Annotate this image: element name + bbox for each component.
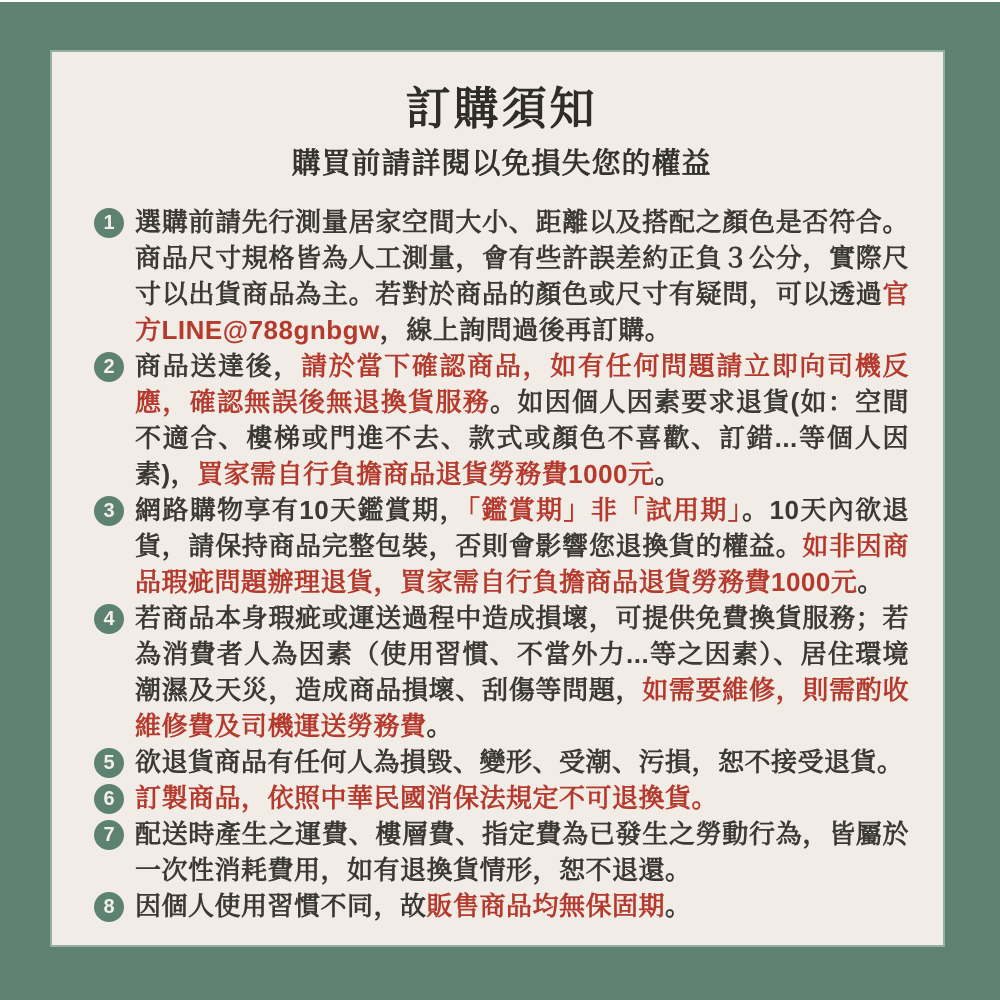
notice-segment: 網路購物享有10天鑑賞期，: [135, 495, 467, 525]
notice-segment: 商品送達後，: [135, 351, 302, 381]
notice-segment: 因個人使用習慣不同，故: [135, 891, 427, 921]
item-number-badge: 3: [94, 496, 124, 526]
item-number-badge: 5: [94, 748, 124, 778]
notice-segment: ，線上詢問過後再訂購。: [379, 315, 672, 345]
notice-text: [135, 204, 909, 348]
notice-segment: 選購前請先行測量居家空間大小、距離以及搭配之顏色是否符合。商品尺寸規格皆為人工測量，會有些許誤差約正負３公分，實際尺寸以出貨商品為主。若對於商品的顏色或尺寸有疑問，可以透過: [135, 207, 909, 309]
notice-segment-accent: 「鑑賞期」非「試用期」: [466, 495, 743, 525]
notice-text: [135, 780, 909, 816]
item-number-badge: 2: [94, 352, 124, 382]
notice-text: [135, 816, 909, 888]
list-item: [94, 744, 909, 780]
list-item: [94, 600, 909, 744]
list-item: [94, 816, 909, 888]
notice-panel: [52, 52, 943, 945]
notice-segment-accent: 訂製商品，依照中華民國消保法規定不可退換貨。: [135, 783, 719, 813]
notice-segment-accent: 如需要維修，則需酌收維修費及司機運送勞務費: [135, 675, 909, 741]
notice-segment-accent: 販售商品均無保固期: [426, 891, 666, 921]
list-item: [94, 492, 909, 600]
top-edge-strip: [0, 0, 1000, 2]
notice-segment: 。如因個人因素要求退貨(如：空間不適合、樓梯或門進不去、款式或顏色不喜歡、訂錯...等個人因素)，: [135, 387, 909, 489]
page-title: 訂購須知: [405, 83, 598, 134]
notice-segment: 配送時產生之運費、樓層費、指定費為已發生之勞動行為，皆屬於一次性消耗費用，如有退換貨情形，恕不退還。: [135, 819, 909, 885]
list-item: [94, 348, 909, 492]
notice-text: [135, 888, 909, 924]
notice-text: [135, 600, 909, 744]
item-number-badge: 7: [94, 820, 124, 850]
list-item: [94, 204, 909, 348]
notice-list: [94, 204, 909, 924]
notice-text: [135, 348, 909, 492]
notice-segment: 若商品本身瑕疵或運送過程中造成損壞，可提供免費換貨服務；若為消費者人為因素（使用習慣、不當外力...等之因素）、居住環境潮濕及天災，造成商品損壞、刮傷等問題，: [135, 603, 909, 705]
notice-segment-accent: 買家需自行負擔商品退貨勞務費1000元: [197, 459, 655, 489]
notice-segment: 。10天內欲退貨，請保持商品完整包裝，否則會影響您退換貨的權益。: [135, 495, 909, 561]
notice-segment-accent: 官方LINE@788gnbgw: [135, 279, 909, 345]
notice-segment: 欲退貨商品有任何人為損毀、變形、受潮、污損，恕不接受退貨。: [135, 747, 904, 777]
notice-segment: 。: [426, 711, 454, 741]
item-number-badge: 6: [94, 784, 124, 814]
list-item: [94, 888, 909, 924]
page-subtitle: 購買前請詳閱以免損失您的權益: [291, 148, 712, 180]
item-number-badge: 4: [94, 604, 124, 634]
item-number-badge: 8: [94, 892, 124, 922]
notice-text: [135, 492, 909, 600]
item-number-badge: 1: [94, 208, 124, 238]
notice-segment-accent: 請於當下確認商品，如有任何問題請立即向司機反應，確認無誤後無退換貨服務: [135, 351, 909, 417]
notice-segment: 。: [654, 459, 682, 489]
notice-segment: 。: [857, 567, 884, 597]
notice-text: [135, 744, 909, 780]
notice-segment-accent: 如非因商品瑕疵問題辦理退貨，買家需自行負擔商品退貨勞務費1000元: [135, 531, 909, 597]
list-item: [94, 780, 909, 816]
notice-segment: 。: [665, 891, 692, 921]
